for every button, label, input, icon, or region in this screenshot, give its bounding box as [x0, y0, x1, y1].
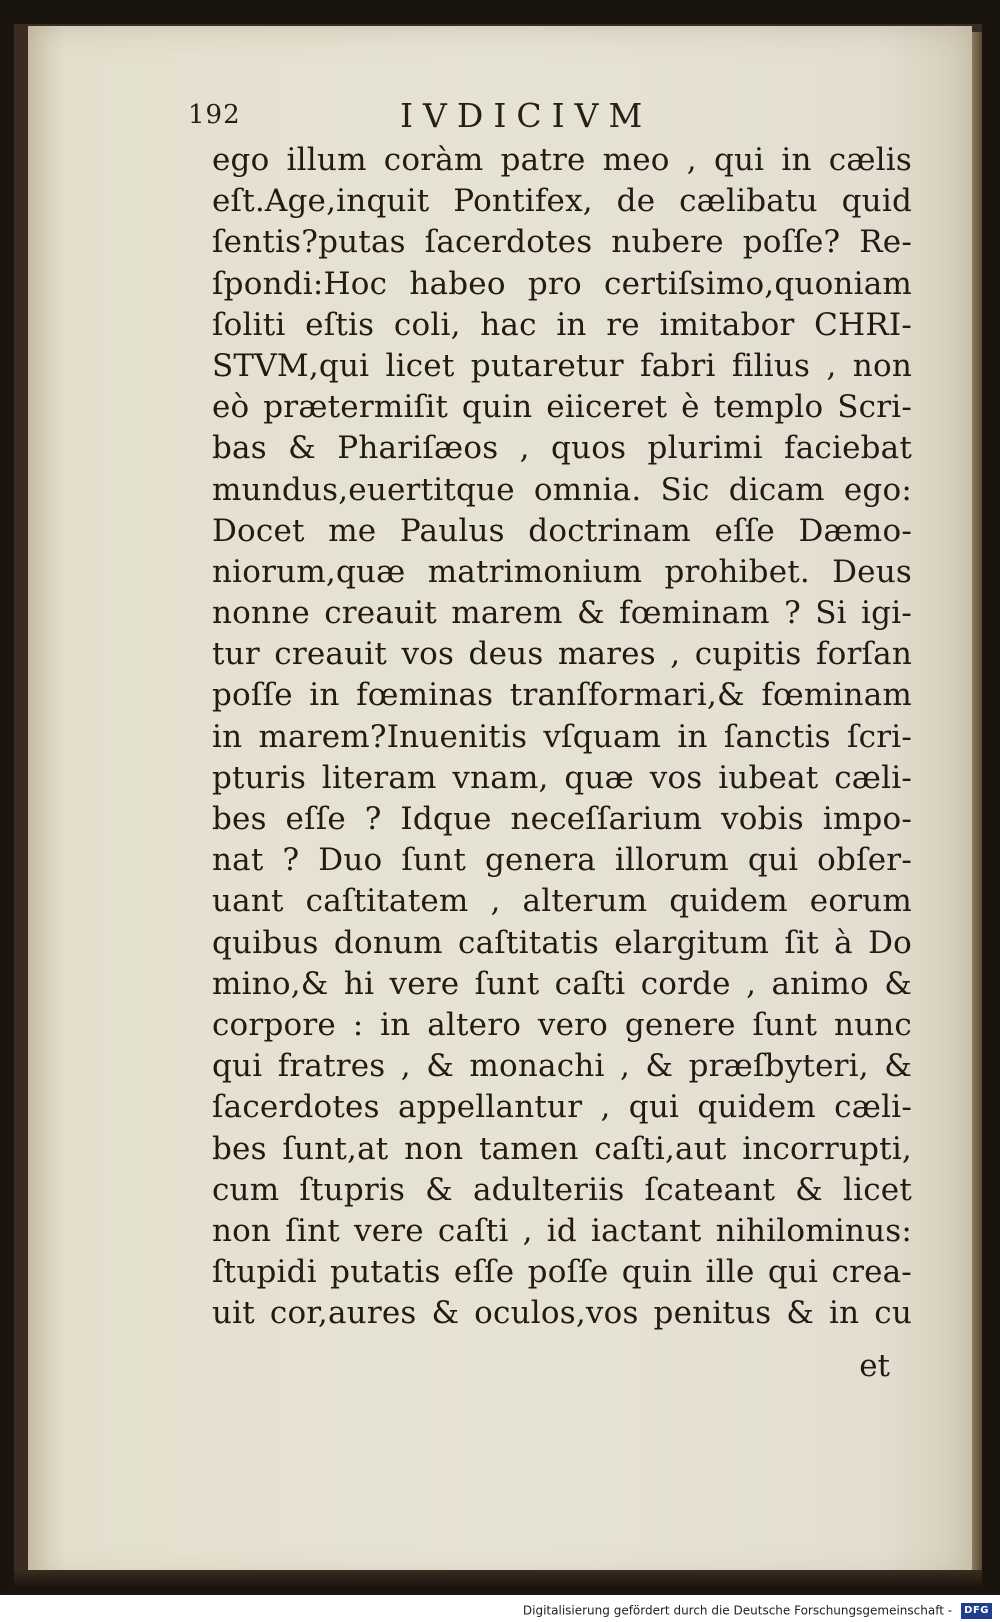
text-line: cum ſtupris & adulteriis ſcateant & licet [212, 1171, 912, 1208]
text-line: ſoliti eſtis coli, hac in re imitabor CHRI- [212, 306, 912, 343]
text-line: uant caſtitatem , alterum quidem eorum [212, 883, 912, 920]
text-line: ſpondi:Hoc habeo pro certiſsimo,quoniam [212, 265, 912, 302]
text-line: STVM,qui licet putaretur fabri filius , non [212, 347, 912, 384]
text-line: eſt.Age,inquit Pontifex, de cælibatu quid [212, 183, 912, 220]
text-line: corpore : in altero vero genere ſunt nunc [212, 1006, 912, 1043]
text-line: qui fratres , & monachi , & præſbyteri, & [212, 1048, 912, 1085]
text-line: nat ? Duo ſunt genera illorum qui obſer- [212, 842, 912, 879]
catchword-area [212, 1346, 912, 1386]
catchword: et [859, 1348, 890, 1384]
text-line: mundus,euertitque omnia. Sic dicam ego: [212, 471, 912, 508]
text-line: bas & Phariſæos , quos plurimi faciebat [212, 430, 912, 467]
text-line: in marem?Inuenitis vſquam in ſanctis ſcri- [212, 718, 912, 755]
body-text [212, 140, 912, 1334]
text-line: bes eſſe ? Idque neceſſarium vobis impo- [212, 801, 912, 837]
running-head [188, 96, 908, 136]
text-line: nonne creauit marem & fœminam ? Si igi- [212, 595, 912, 632]
text-line: non ſint vere caſti , id iactant nihilominus: [212, 1212, 912, 1249]
text-line: ſentis?putas ſacerdotes nubere poſſe? Re- [212, 224, 912, 261]
running-title: IVDICIVM [400, 96, 653, 135]
text-line: uit cor,aures & oculos,vos penitus & in cu [212, 1295, 912, 1332]
text-line: quibus donum caſtitatis elargitum ſit à Do [212, 924, 912, 961]
text-line: ſtupidi putatis eſſe poſſe quin ille qui creа- [212, 1254, 912, 1291]
text-line: niorum,quæ matrimonium prohibet. Deus [212, 553, 912, 590]
text-line: pturis literam vnam, quæ vos iubeat cæli- [212, 759, 912, 796]
text-line: Docet me Paulus doctrinam eſſe Dæmo- [212, 512, 912, 549]
text-line: bes ſunt,at non tamen caſti,aut incorrupti, [212, 1130, 912, 1167]
text-line: eò prætermiſit quin eiiceret è templo Scri- [212, 389, 912, 426]
text-line: poſſe in fœminas tranſformari,& fœminam [212, 677, 912, 714]
text-line: ſacerdotes appellantur , qui quidem cæli- [212, 1089, 912, 1126]
dfg-logo: DFG [961, 1603, 992, 1619]
page-edge [972, 32, 982, 1580]
page-number: 192 [188, 100, 241, 130]
funding-notice: Digitalisierung gefördert durch die Deutsche Forschungsgemeinschaft - [522, 1603, 953, 1618]
text-line: mino,& hi vere ſunt caſti corde , animo & [212, 965, 912, 1002]
text-line: ego illum coràm patre meo , qui in cælis [212, 142, 912, 178]
text-line: tur creauit vos deus mares , cupitis forſan [212, 636, 912, 673]
digitization-footer [0, 1600, 1000, 1622]
book-bottom-edge [14, 1570, 982, 1588]
